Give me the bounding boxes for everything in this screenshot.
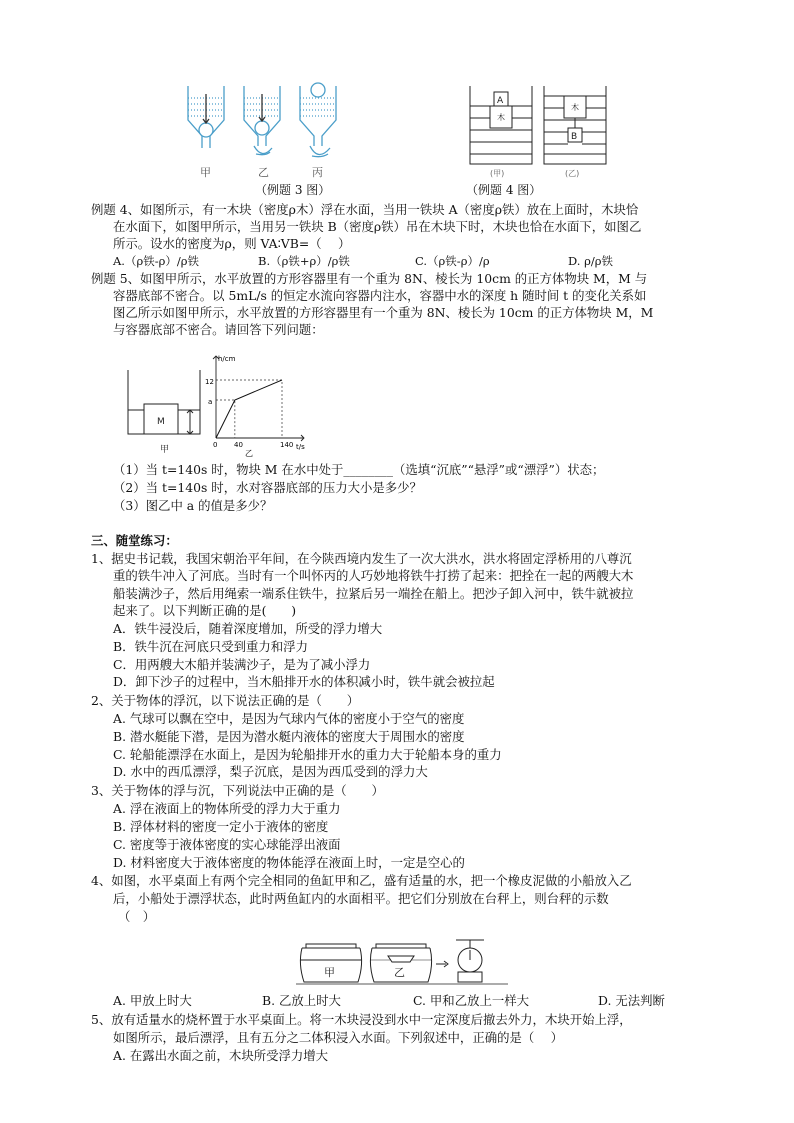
fig3-label-yi: 乙 [258, 166, 269, 179]
chart-ylabel: h/cm [218, 355, 236, 363]
fig3-label-bing: 丙 [312, 166, 323, 179]
p5-line-1: 5、放有适量水的烧杯置于水平桌面上。将一木块浸没到水中一定深度后撤去外力，木块开始上浮， [91, 1012, 632, 1027]
p2-option-a: A. 气球可以飘在空中，是因为气球内气体的密度小于空气的密度 [113, 711, 465, 726]
fig3-label-jia: 甲 [200, 166, 211, 179]
ex4-option-d: D. ρ/ρ铁 [568, 254, 614, 268]
figure-example-4 [468, 82, 618, 182]
p4-option-b: B. 乙放上时大 [262, 993, 341, 1008]
ex4-line-1: 例题 4、如图所示，有一木块（密度ρ木）浮在水面，当用一铁块 A（密度ρ铁）放在上面时，木块恰 [91, 202, 639, 217]
ex4-option-a: A.（ρ铁-ρ）/ρ铁 [113, 254, 200, 268]
p1-line-4: 起来了。以下判断正确的是( ) [113, 603, 297, 618]
ex5-line-1: 例题 5、如图甲所示，水平放置的方形容器里有一个重为 8N、棱长为 10cm 的正方体物块 M，M 与 [91, 271, 648, 286]
p4-option-a: A. 甲放上时大 [113, 993, 192, 1008]
p3-option-a: A. 浮在液面上的物体所受的浮力大于重力 [113, 801, 341, 816]
ex5-line-3: 图乙所示如图甲所示，水平放置的方形容器里有一个重为 8N、棱长为 10cm 的正方体物块 M，M [113, 305, 654, 320]
caption-example-4: （例题 4 图） [466, 183, 542, 197]
fig4-label-wood-1: 木 [497, 113, 505, 122]
p2-option-b: B. 潜水艇能下潜，是因为潜水艇内液体的密度大于周围水的密度 [113, 729, 465, 744]
ex5-fig-jia-label: 甲 [160, 445, 170, 455]
figure-example-3 [180, 82, 340, 182]
p1-line-1: 1、据史书记载，我国宋朝治平年间，在今陕西境内发生了一次大洪水，洪水将固定浮桥用的八尊沉 [91, 551, 632, 566]
p1-option-a: A．铁牛浸没后，随着深度增加，所受的浮力增大 [113, 621, 383, 636]
chart-ytick-a: a [208, 398, 213, 406]
fig4-label-a: A [497, 96, 504, 106]
ex4-option-b: B.（ρ铁+ρ）/ρ铁 [258, 254, 350, 268]
ex5-question-1: （1）当 t=140s 时，物块 M 在水中处于________（选填“沉底”“悬浮”或“漂浮”）状态； [113, 462, 605, 477]
fig4-label-yi: (乙) [565, 169, 580, 178]
p1-option-b: B．铁牛沉在河底只受到重力和浮力 [113, 639, 308, 654]
ex5-line-4: 与容器底部不密合。请回答下列问题： [113, 322, 324, 337]
chart-name-yi: 乙 [245, 449, 253, 458]
p2-option-c: C. 轮船能漂浮在水面上，是因为轮船排开水的重力大于轮船本身的重力 [113, 747, 502, 762]
ex5-question-2: （2）当 t=140s 时，水对容器底部的压力大小是多少？ [113, 480, 422, 495]
ex4-line-2: 在水面下，如图甲所示，当用另一铁块 B（密度ρ铁）吊在木块下时，木块也恰在水面下，如图乙 [113, 219, 642, 234]
p4-option-d: D. 无法判断 [598, 993, 665, 1008]
p2-option-d: D. 水中的西瓜漂浮，梨子沉底，是因为西瓜受到的浮力大 [113, 764, 428, 779]
p3-option-b: B. 浮体材料的密度一定小于液体的密度 [113, 819, 329, 834]
figure-problem-4 [296, 930, 508, 988]
p1-option-d: D．卸下沙子的过程中，当木船排开水的体积减小时，铁牛就会被拉起 [113, 674, 495, 689]
fig4-label-jia: (甲) [490, 169, 505, 178]
p1-line-3: 船装满沙子，然后用绳索一端系住铁牛，拉紧后另一端拴在船上。把沙子卸入河中，铁牛就被拉 [113, 586, 634, 601]
p4-line-2: 后，小船处于漂浮状态，此时两鱼缸内的水面相平。把它们分别放在台秤上，则台秤的示数 [113, 891, 609, 906]
chart-xtick-140: 140 [280, 441, 294, 449]
figure-example-5-container [124, 368, 212, 456]
p3-option-c: C. 密度等于液体密度的实心球能浮出液面 [113, 837, 341, 852]
p2-line-1: 2、关于物体的浮沉，以下说法正确的是（ ） [91, 693, 360, 708]
fig4-label-b: B [571, 132, 578, 142]
ex5-question-3: （3）图乙中 a 的值是多少？ [113, 498, 273, 513]
ex4-option-c: C.（ρ铁-ρ）/ρ [415, 254, 490, 268]
fig4-label-wood-2: 木 [571, 103, 579, 112]
p4-line-3: （ ） [118, 909, 156, 924]
figure-example-5-chart [200, 352, 310, 458]
p5-line-2: 如图所示，最后漂浮，且有五分之二体积浸入水面。下列叙述中，正确的是（ ） [113, 1030, 564, 1045]
section-3-heading: 三、随堂练习： [91, 533, 178, 548]
p4-tank-jia-label: 甲 [324, 966, 335, 979]
p1-option-c: C．用两艘大木船并装满沙子，是为了减小浮力 [113, 657, 371, 672]
p4-line-1: 4、如图，水平桌面上有两个完全相同的鱼缸甲和乙，盛有适量的水，把一个橡皮泥做的小船放入乙 [91, 873, 632, 888]
chart-xtick-0: 0 [213, 441, 218, 449]
p4-option-c: C. 甲和乙放上一样大 [413, 993, 530, 1008]
p3-option-d: D. 材料密度大于液体密度的物体能浮在液面上时，一定是空心的 [113, 855, 465, 870]
p1-line-2: 重的铁牛冲入了河底。当时有一个叫怀丙的人巧妙地将铁牛打捞了起来：把拴在一起的两艘大木 [113, 568, 634, 583]
p4-tank-yi-label: 乙 [394, 966, 405, 979]
chart-ytick-12: 12 [205, 378, 214, 386]
p5-option-a: A. 在露出水面之前，木块所受浮力增大 [113, 1048, 329, 1063]
p3-line-1: 3、关于物体的浮与沉，下列说法中正确的是（ ） [91, 783, 384, 798]
ex5-line-2: 容器底部不密合。以 5mL/s 的恒定水流向容器内注水，容器中水的深度 h 随时间 t 的变化关系如 [113, 288, 647, 303]
chart-guide-12 [216, 380, 282, 438]
chart-xtick-40: 40 [234, 441, 243, 449]
chart-xlabel: t/s [296, 443, 305, 451]
caption-example-3: （例题 3 图） [255, 183, 331, 197]
chart-series-line [216, 380, 282, 438]
ex5-block-m-label: M [157, 417, 165, 427]
ex4-line-3: 所示。设水的密度为ρ，则 VA∶VB=（ ） [113, 236, 351, 251]
